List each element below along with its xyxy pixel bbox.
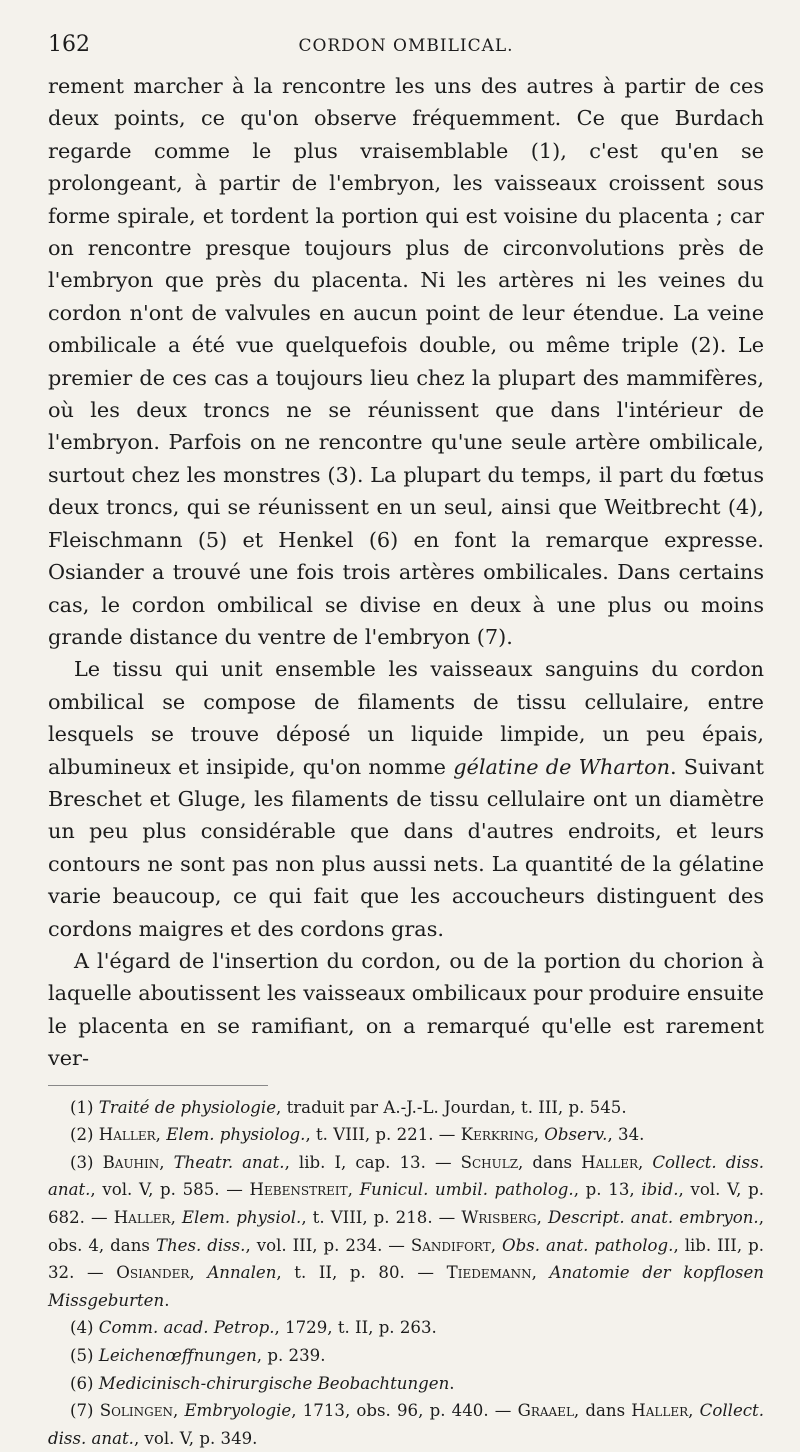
footnote-1 (48, 1094, 764, 1122)
paragraph-1: rement marcher à la rencontre les uns des autres à partir de ces deux points, ce qu'on observe fréquemment. Ce que Burdach regarde comme le plus vraisemblable (1), c'est qu'en se prolongeant, à partir de l'embryon, les vaisseaux croissent sous forme spirale, et tordent la portion qui est voisine du placenta ; car on rencontre presque toujours plus de circonvolutions près de l'embryon que près du placenta. Ni les artères ni les veines du cordon n'ont de valvules en aucun point de leur étendue. La veine ombilicale a été vue quelquefois double, ou même triple (2). Le premier de ces cas a toujours lieu chez la plupart des mammifères, où les deux troncs ne se réunissent que dans l'intérieur de l'embryon. Parfois on ne rencontre qu'une seule artère ombilicale, surtout chez les monstres (3). La plupart du temps, il part du fœtus deux troncs, qui se réunissent en un seul, ainsi que Weitbrecht (4), Fleischmann (5) et Henkel (6) en font la remarque expresse. Osiander a trouvé une fois trois artères ombilicales. Dans certains cas, le cordon ombilical se divise en deux à une plus ou moins grande distance du ventre de l'embryon (7). (48, 74, 764, 649)
paragraph-2-text-b: . Suivant Breschet et Gluge, les filaments de tissu cellulaire ont un diamètre un peu plus considérable que dans d'autres endroits, et leurs contours ne sont pas non plus aussi nets. La quantité de la gélatine varie beaucoup, ce qui fait que les accoucheurs distinguent des cordons maigres et des cordons gras. (48, 754, 765, 941)
footnote-7: (7) Solingen, Embryologie, 1713, obs. 96, p. 440. — Graael, dans Haller, Collect. diss. anat., vol. V, p. 349. (48, 1401, 764, 1448)
footnote-text: , 34. (607, 1125, 645, 1145)
footnote-number: (7) (70, 1401, 94, 1421)
footnote-text: , traduit par A.-J.-L. Jourdan, t. III, p. 545. (276, 1097, 627, 1117)
page-number: 162 (48, 32, 90, 57)
footnote-text: , t. II, p. 80. — (276, 1263, 447, 1283)
footnote-text: , lib. I, cap. 13. — (284, 1152, 461, 1172)
footnote-title: Collect. diss. anat. (48, 1152, 764, 1200)
footnote-4 (48, 1314, 764, 1342)
footnote-author: Haller (581, 1152, 639, 1172)
footnote-author: Sandifort (410, 1235, 491, 1255)
footnote-title: Traité de physiologie (98, 1097, 277, 1117)
footnote-3: (3) Bauhin, Theatr. anat., lib. I, cap. 13. — Schulz, dans Haller, Collect. diss. anat., vol. V, p. 585. — Hebenstreit, Funicul. umbil. patholog., p. 13, ibid., vol. V, p. 682. — Haller, Elem. physiol., t. VIII, p. 218. — Wrisberg, Descript. anat. embryon., obs. 4, dans Thes. diss., vol. III, p. 234. — Sandifort, Obs. anat. patholog., lib. III, p. 32. — Osiander, Annalen, t. II, p. 80. — Tiedemann, Anatomie der kopflosen Missgeburten. (48, 1152, 765, 1310)
footnote-text: , p. 13, (573, 1180, 642, 1200)
footnote-title: Descript. anat. embryon. (547, 1207, 759, 1227)
paragraph-2-text-a: Le tissu qui unit ensemble les vaisseaux sanguins du cordon ombilical se compose de filaments de tissu cellulaire, entre lesquels se trouve déposé un liquide limpide, un peu épais, albumineux et insipide, qu'on nomme (48, 657, 764, 779)
footnote-title: Leichenœffnungen (98, 1345, 257, 1365)
footnote-text: , lib. III, p. 32. — (48, 1235, 764, 1283)
footnote-text: , 1713, obs. 96, p. 440. — (291, 1401, 518, 1421)
footnote-text: , 1729, t. II, p. 263. (274, 1318, 437, 1338)
footnote-title: Annalen (207, 1263, 277, 1283)
footnote-author: Bauhin (102, 1152, 160, 1172)
footnote-text: , vol. V, p. 585. — (90, 1180, 250, 1200)
footnote-text: , obs. 4, dans (48, 1207, 764, 1255)
footnotes (48, 1094, 764, 1452)
footnote-number: (6) (70, 1373, 94, 1393)
footnote-title: Elem. physiol. (181, 1207, 302, 1227)
footnote-number: (5) (70, 1345, 94, 1365)
footnote-author: Tiedemann (446, 1263, 532, 1283)
footnote-text: , t. VIII, p. 218. — (301, 1207, 462, 1227)
paragraph-2 (48, 653, 764, 945)
footnote-author: Wrisberg (461, 1207, 537, 1227)
paragraph-2-emphasis: gélatine de Wharton (453, 754, 670, 779)
footnote-text: , p. 239. (256, 1345, 326, 1365)
footnote-title: Funicul. umbil. patholog. (359, 1180, 574, 1200)
footnote-number: (3) (70, 1152, 94, 1172)
footnote-title: ibid. (641, 1180, 679, 1200)
footnote-author: Haller (98, 1125, 156, 1145)
footnote-number: (2) (70, 1125, 94, 1145)
footnote-text: , vol. III, p. 234. — (245, 1235, 411, 1255)
footnote-author: Osiander (116, 1263, 190, 1283)
footnote-text: , dans (573, 1401, 632, 1421)
footnote-title: Observ. (544, 1125, 608, 1145)
footnote-author: Schulz (460, 1152, 519, 1172)
footnote-title: Medicinisch-chirurgische Beobachtungen (98, 1373, 450, 1393)
footnote-text: , t. VIII, p. 221. — (305, 1125, 461, 1145)
footnote-author: Solingen (99, 1401, 173, 1421)
footnote-title: Anatomie der kopflosen Missgeburten (48, 1263, 764, 1310)
footnote-6 (48, 1370, 764, 1398)
footnote-title: Comm. acad. Petrop. (98, 1318, 275, 1338)
footnote-text: , vol. V, p. 682. — (48, 1180, 765, 1227)
footnote-author: Hebenstreit (249, 1180, 348, 1200)
footnote-title: Elem. physiolog. (166, 1125, 306, 1145)
footnote-title: Theatr. anat. (173, 1152, 285, 1172)
footnote-author: Kerkring (460, 1125, 534, 1145)
footnote-2: (2) Haller, Elem. physiolog., t. VIII, p. 221. — Kerkring, Observ., 34. (70, 1125, 645, 1145)
footnote-title: Collect. diss. anat. (48, 1401, 764, 1448)
footnote-separator (48, 1085, 268, 1086)
footnote-number: (1) (70, 1097, 94, 1117)
footnote-author: Haller (113, 1207, 171, 1227)
footnote-title: Embryologie (184, 1401, 292, 1421)
page-header (48, 30, 764, 70)
footnote-number: (4) (70, 1318, 94, 1338)
body-text (48, 70, 764, 1075)
footnote-5 (48, 1342, 764, 1370)
footnote-text: . (164, 1290, 170, 1310)
footnote-text: , dans (518, 1152, 582, 1172)
paragraph-3: A l'égard de l'insertion du cordon, ou de la portion du chorion à laquelle aboutissent les vaisseaux ombilicaux pour produire ensuite le placenta en se ramifiant, on a remarqué qu'elle est rarement ver- (48, 948, 764, 1071)
footnote-text: . (449, 1373, 455, 1393)
running-head: CORDON OMBILICAL. (298, 36, 514, 56)
footnote-author: Graael (517, 1401, 574, 1421)
footnote-title: Thes. diss. (155, 1235, 246, 1255)
footnote-title: Obs. anat. patholog. (502, 1235, 674, 1255)
footnote-text: , vol. V, p. 349. (133, 1428, 258, 1448)
footnote-author: Haller (631, 1401, 689, 1421)
